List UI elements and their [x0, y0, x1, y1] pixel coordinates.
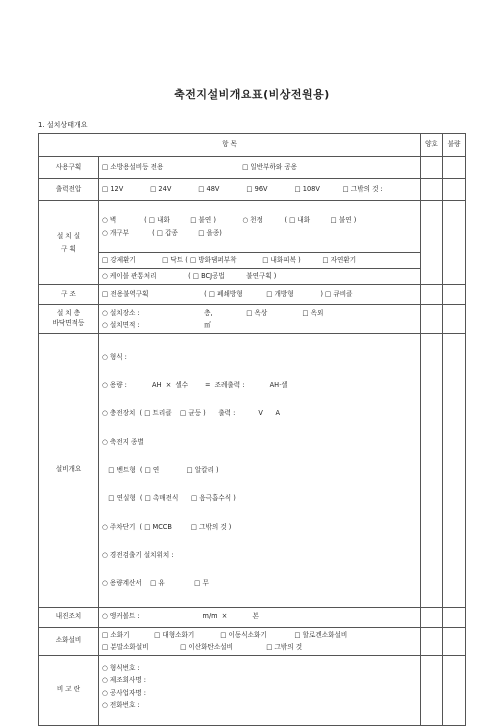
good-cell[interactable] [421, 201, 443, 285]
bad-cell[interactable] [443, 305, 466, 334]
model-number-label: ○ 형식번호 : [102, 663, 140, 672]
good-cell[interactable] [421, 655, 443, 725]
outdoor-opt[interactable]: □ 옥외 [302, 308, 324, 317]
extinguisher-opt[interactable]: □ 소화기 [102, 630, 130, 639]
ceiling-noncomb-opt[interactable]: □ 불연 ) [330, 216, 357, 224]
label-extinguisher: 소화설비 [39, 627, 99, 655]
overview-line: □ 벤트형 ( □ 연 □ 알칼리 ) [102, 466, 219, 475]
voltage-opt-108[interactable]: □ 108V [294, 184, 320, 193]
noncomb-zone-opt[interactable]: 불연구획 ) [246, 271, 277, 280]
contractor-label: ○ 공사업자명 : [102, 688, 147, 697]
section-heading: 1. 설치상태개요 [38, 121, 88, 129]
structure-options [99, 285, 421, 305]
overview-details [99, 334, 421, 608]
label-seismic: 내진조치 [39, 607, 99, 627]
dedicated-zone-opt[interactable]: □ 전용불역구획 [102, 289, 149, 298]
row-structure [39, 285, 466, 305]
good-cell[interactable] [421, 285, 443, 305]
bcj-opt[interactable]: ( □ BCJ공법 [188, 271, 225, 280]
mobile-extinguisher-opt[interactable]: □ 이동식소화기 [220, 630, 267, 639]
halogen-opt[interactable]: □ 할로겐소화설비 [294, 630, 348, 639]
install-area-label: ○ 설치면적 : [102, 321, 140, 329]
row-extinguisher [39, 627, 466, 655]
overview-line: ○ 경전검출기 설치위치 : [102, 551, 174, 559]
overview-line: ○ 용량 : AH × 셀수 = 조례출력 : AH·셀 [102, 381, 288, 390]
duct-opt[interactable]: □ 닥트 ( □ 방화댐퍼부착 [162, 255, 237, 264]
other-extinguisher-opt[interactable]: □ 그밖의 것 [266, 643, 303, 652]
voltage-opt-12[interactable]: □ 12V [102, 184, 124, 193]
natural-vent-opt[interactable]: □ 자연환기 [322, 255, 357, 264]
co2-opt[interactable]: □ 이산화탄소설비 [180, 643, 234, 652]
overview-line: ○ 축전지 종별 [102, 437, 144, 446]
seismic-anchor: ○ 앵커볼트 : m/m × 본 [99, 607, 421, 627]
row-seismic [39, 607, 466, 627]
voltage-opt-24[interactable]: □ 24V [150, 184, 172, 193]
label-location: 설 치 실 구 획 [39, 201, 99, 285]
location-ventilation [99, 253, 421, 269]
row-location-a [39, 201, 466, 253]
closed-type-opt[interactable]: ( □ 폐쇄방형 [204, 289, 243, 298]
overview-line: ○ 형식 : [102, 352, 127, 361]
voltage-opt-other[interactable]: □ 그밖의 것 : [342, 184, 383, 193]
cubicle-opt[interactable]: ) □ 큐비클 [320, 289, 353, 298]
powder-opt[interactable]: □ 분말소화설비 [102, 643, 149, 652]
overview-line: ○ 충전장치 ( □ 트리클 □ 균등 ) 출력 : V A [102, 409, 281, 418]
voltage-options [99, 179, 421, 201]
voltage-opt-48[interactable]: □ 48V [198, 184, 220, 193]
wall-noncomb-opt[interactable]: □ 불연 ) [190, 216, 216, 224]
wall-opt[interactable]: ○ 벽 [102, 216, 117, 224]
bad-cell[interactable] [443, 655, 466, 725]
label-usage: 사용구획 [39, 157, 99, 179]
row-usage [39, 157, 466, 179]
usage-options [99, 157, 421, 179]
location-walls [99, 201, 421, 253]
header-good: 양호 [421, 134, 443, 157]
cable-penetration-opt[interactable]: ○ 케이블 관통처리 [102, 271, 157, 280]
header-item: 항 목 [39, 134, 421, 157]
row-location-c [39, 269, 466, 285]
document-title: 축전지설비개요표(비상전원용) [174, 88, 330, 101]
equipment-table [38, 133, 466, 726]
label-structure: 구 조 [39, 285, 99, 305]
rooftop-opt[interactable]: □ 옥상 [246, 308, 268, 317]
row-remarks [39, 655, 466, 725]
voltage-opt-96[interactable]: □ 96V [246, 184, 268, 193]
large-extinguisher-opt[interactable]: □ 대형소화기 [154, 630, 195, 639]
row-voltage [39, 179, 466, 201]
row-floor [39, 305, 466, 334]
ceiling-fire-opt[interactable]: ( □ 내화 [284, 216, 311, 224]
phone-label: ○ 전화번호 : [102, 701, 140, 710]
extinguisher-options [99, 627, 421, 655]
bad-cell[interactable] [443, 334, 466, 608]
wall-fire-opt[interactable]: ( □ 내화 [144, 216, 170, 224]
bad-cell[interactable] [443, 179, 466, 201]
label-remarks: 비 고 란 [39, 655, 99, 725]
row-overview [39, 334, 466, 608]
open-type-opt[interactable]: □ 개방형 [266, 289, 294, 298]
opening-a-opt[interactable]: ( □ 갑종 [152, 228, 178, 237]
good-cell[interactable] [421, 334, 443, 608]
label-overview: 설비개요 [39, 334, 99, 608]
forced-vent-opt[interactable]: □ 강제환기 [102, 255, 136, 264]
manufacturer-label: ○ 제조회사명 : [102, 676, 147, 685]
row-location-b [39, 253, 466, 269]
bad-cell[interactable] [443, 627, 466, 655]
install-place-label: ○ 설치장소 : [102, 308, 140, 317]
good-cell[interactable] [421, 157, 443, 179]
header-bad: 불량 [443, 134, 466, 157]
bad-cell[interactable] [443, 157, 466, 179]
bad-cell[interactable] [443, 285, 466, 305]
opening-opt[interactable]: ○ 개구부 [102, 228, 129, 237]
bad-cell[interactable] [443, 201, 466, 285]
ceiling-opt[interactable]: ○ 천정 [242, 216, 263, 224]
area-unit: ㎡ [204, 321, 211, 329]
label-floor: 설 치 층 바닥면적등 [39, 305, 99, 334]
floor-unit: 층, [204, 308, 213, 317]
usage-opt-shared[interactable]: □ 일반부하와 공용 [242, 162, 298, 171]
overview-line: ○ 주차단기 ( □ MCCB □ 그밖의 것 ) [102, 522, 232, 531]
opening-b-opt[interactable]: □ 을종) [198, 228, 222, 237]
remarks-details [99, 655, 421, 725]
good-cell[interactable] [421, 305, 443, 334]
header-row [39, 134, 466, 157]
floor-details [99, 305, 421, 334]
good-cell[interactable] [421, 607, 443, 627]
location-cable [99, 269, 421, 285]
usage-opt-dedicated[interactable]: □ 소방용설비등 전용 [102, 162, 164, 171]
bad-cell[interactable] [443, 607, 466, 627]
label-voltage: 출력전압 [39, 179, 99, 201]
fireproof-cover-opt[interactable]: □ 내화피복 ) [262, 255, 301, 264]
overview-line: □ 연실형 ( □ 촉매전식 □ 음극흡수식 ) [102, 494, 236, 503]
good-cell[interactable] [421, 179, 443, 201]
overview-line: ○ 용량계산서 □ 유 □ 무 [102, 579, 209, 588]
good-cell[interactable] [421, 627, 443, 655]
